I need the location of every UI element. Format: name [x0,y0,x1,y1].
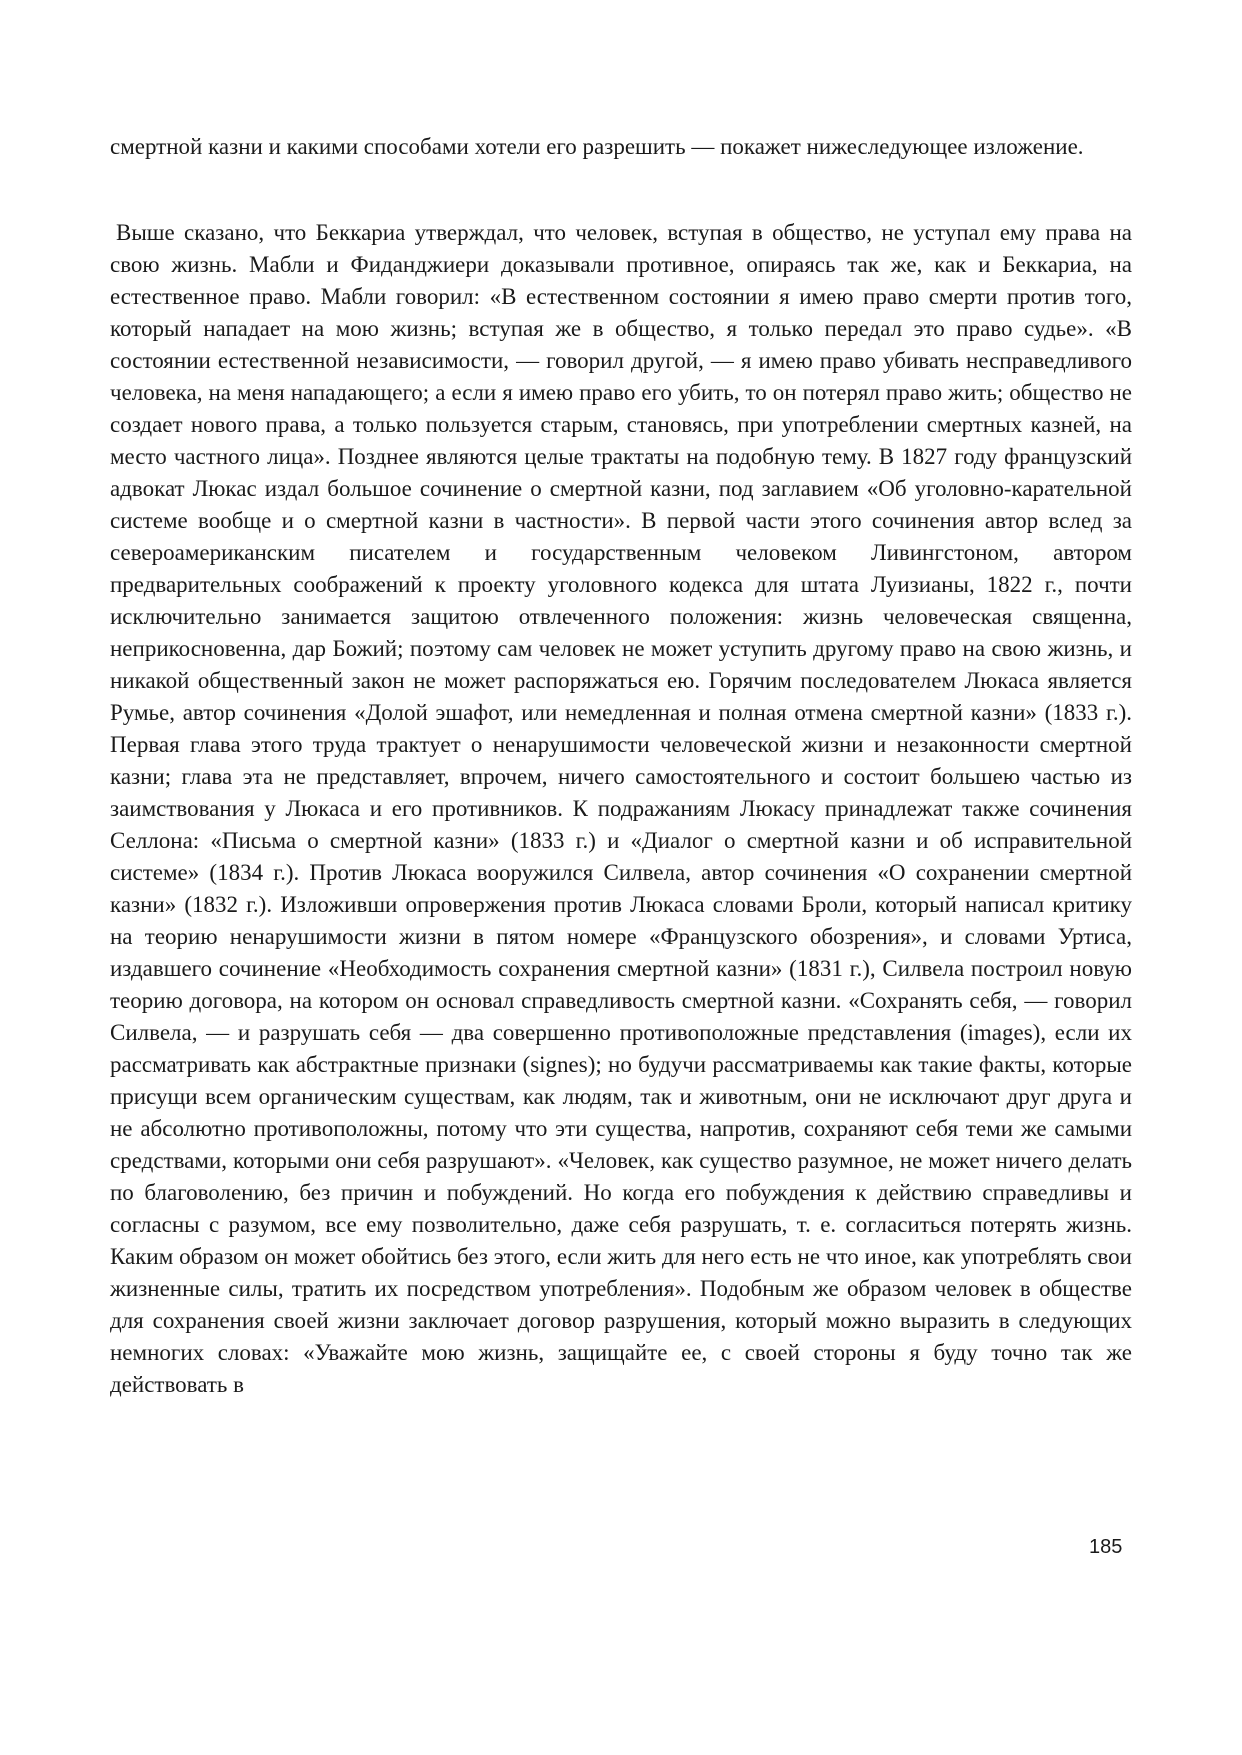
paragraph-intro: смертной казни и какими способами хотели его разрешить — покажет нижеследующее изложение. [110,134,1084,159]
paragraph-main: Выше сказано, что Беккариа утверждал, что человек, вступая в общество, не уступал ему права на свою жизнь. Мабли и Фиданджиери доказывали противное, опираясь так же, как и Беккариа, на естественное право. Мабли говорил: «В естественном состоянии я имею право смерти против того, который нападает на мою жизнь; вступая же в общество, я только передал это право судье». «В состоянии естественной независимости, — говорил другой, — я имею право убивать несправедливого человека, на меня нападающего; а если я имею право его убить, то он потерял право жить; общество не создает нового права, а только пользуется старым, становясь, при употреблении смертных казней, на место частного лица». Позднее являются целые трактаты на подобную тему. В 1827 году французский адвокат Люкас издал большое сочинение о смертной казни, под заглавием «Об уголовно-карательной системе вообще и о смертной казни в частности». В первой части этого сочинения автор вслед за североамериканским писателем и государственным человеком Ливингстоном, автором предварительных соображений к проекту уголовного кодекса для штата Луизианы, 1822 г., почти исключительно занимается защитою отвлеченного положения: жизнь человеческая священна, неприкосновенна, дар Божий; поэтому сам человек не может уступить другому право на свою жизнь, и никакой общественный закон не может распоряжаться ею. Горячим последователем Люкаса является Румье, автор сочинения «Долой эшафот, или немедленная и полная отмена смертной казни» (1833 г.). Первая глава этого труда трактует о ненарушимости человеческой жизни и незаконности смертной казни; глава эта не представляет, впрочем, ничего самостоятельного и состоит большею частью из заимствования у Люкаса и его противников. К подражаниям Люкасу принадлежат также сочинения Селлона: «Письма о смертной казни» (1833 г.) и «Диалог о смертной казни и об исправительной системе» (1834 г.). Против Люкаса вооружился Силвела, автор сочинения «О сохранении смертной казни» (1832 г.). Изложивши опровержения против Люкаса словами Броли, который написал критику на теорию ненарушимости жизни в пятом номере «Французского обозрения», и словами Уртиса, издавшего сочинение «Необходимость сохранения смертной казни» (1831 г.), Силвела построил новую теорию договора, на котором он основал справедливость смертной казни. «Сохранять себя, — говорил Силвела, — и разрушать себя — два совершенно противоположные представления (images), если их рассматривать как абстрактные признаки (signes); но будучи рассматриваемы как такие факты, которые присущи всем органическим существам, как людям, так и животным, они не исключают друг друга и не абсолютно противоположны, потому что эти существа, напротив, сохраняют себя теми же самыми средствами, которыми они себя разрушают». «Человек, как существо разумное, не может ничего делать по благоволению, без причин и побуждений. Но когда его побуждения к действию справедливы и согласны с разумом, все ему позволительно, даже себя разрушать, т. е. согласиться потерять жизнь. Каким образом он может обойтись без этого, если жить для него есть не что иное, как употреблять свои жизненные силы, тратить их посредством употребления». Подобным же образом человек в обществе для сохранения своей жизни заключает договор разрушения, который можно выразить в следующих немногих словах: «Уважайте мою жизнь, защищайте ее, с своей стороны я буду точно так же действовать в [110,220,1132,1397]
page-number: 185 [1089,1536,1123,1558]
